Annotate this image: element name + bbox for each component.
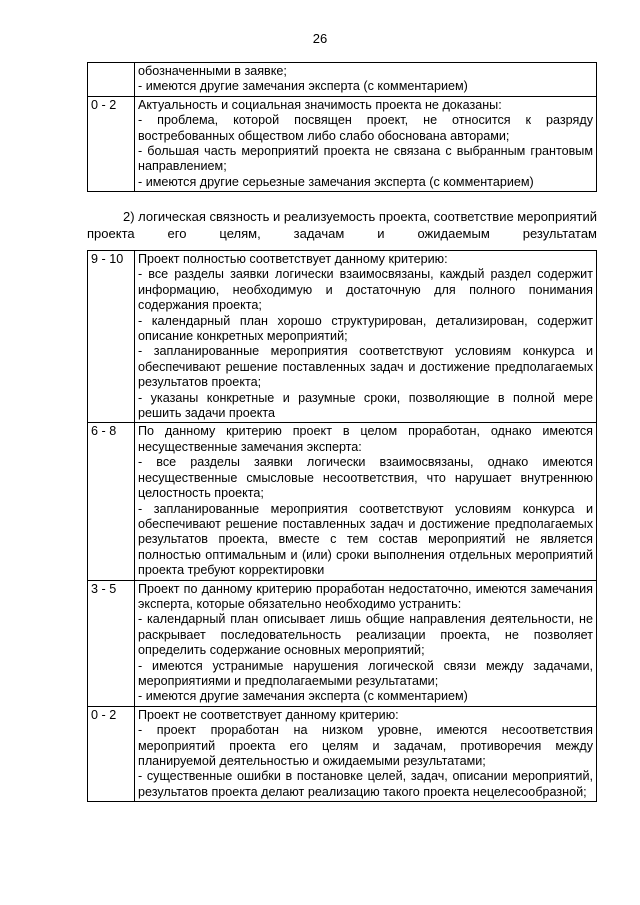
- description-line: - запланированные мероприятия соответствуют условиям конкурса и обеспечивают решение поставленных задач и достижение предполагаемых результатов проекта;: [138, 344, 593, 390]
- score-cell: 9 - 10: [88, 251, 135, 423]
- description-line: - имеются другие замечания эксперта (с комментарием): [138, 689, 468, 704]
- description-line: Актуальность и социальная значимость проекта не доказаны:: [138, 97, 502, 112]
- score-cell: 0 - 2: [88, 96, 135, 191]
- description-line: Проект по данному критерию проработан недостаточно, имеются замечания эксперта, которые обязательно необходимо устранить:: [138, 581, 593, 611]
- description-line: - имеются устранимые нарушения логической связи между задачами, мероприятиями и предполагаемыми результатами;: [138, 658, 593, 688]
- description-line: По данному критерию проект в целом проработан, однако имеются несущественные замечания эксперта:: [138, 424, 593, 454]
- description-line: - запланированные мероприятия соответствуют условиям конкурса и обеспечивают решение поставленных задач и достижение предполагаемых результатов проекта, вместе с тем состав мероприятий не является полностью оптимальным и (или) сроки выполнения отдельных мероприятий проекта требуют корректировки: [138, 501, 593, 578]
- description-line: - проблема, которой посвящен проект, не относится к разряду востребованных обществом либо слабо обоснована авторами;: [138, 113, 593, 143]
- description-line: - календарный план описывает лишь общие направления деятельности, не раскрывает последовательность реализации проекта, не позволяет определить содержание основных мероприятий;: [138, 612, 593, 658]
- description-cell: [135, 96, 597, 191]
- description-line: Проект не соответствует данному критерию:: [138, 707, 399, 722]
- table-row: [88, 580, 597, 706]
- description-line: - существенные ошибки в постановке целей, задач, описании мероприятий, результатов проекта делают реализацию такого проекта нецелесообразной;: [138, 769, 593, 799]
- description-cell: [135, 423, 597, 580]
- score-cell: 0 - 2: [88, 706, 135, 801]
- criteria-table-top: [87, 62, 597, 192]
- description-line: обозначенными в заявке;: [138, 64, 287, 78]
- table-row: [88, 706, 597, 801]
- table-row: [88, 96, 597, 191]
- description-line: - все разделы заявки логически взаимосвязаны, каждый раздел содержит информацию, необходимую и достаточную для полного понимания содержания проекта;: [138, 267, 593, 313]
- score-cell: 3 - 5: [88, 580, 135, 706]
- description-line: - календарный план хорошо структурирован, детализирован, содержит описание конкретных мероприятий;: [138, 313, 593, 344]
- score-cell: [88, 63, 135, 97]
- score-cell: 6 - 8: [88, 423, 135, 580]
- section-heading: [87, 208, 597, 242]
- description-line: Проект полностью соответствует данному критерию:: [138, 252, 448, 266]
- table-row: [88, 251, 597, 423]
- description-line: - большая часть мероприятий проекта не связана с выбранным грантовым направлением;: [138, 144, 593, 174]
- table-row: [88, 63, 597, 97]
- description-line: - указаны конкретные и разумные сроки, позволяющие в полной мере решить задачи проекта: [138, 390, 593, 421]
- description-line: - все разделы заявки логически взаимосвязаны, однако имеются несущественные смысловые несоответствия, что нарушает внутреннюю целостность проекта;: [138, 455, 593, 501]
- description-cell: [135, 63, 597, 97]
- description-line: - имеются другие замечания эксперта (с комментарием): [138, 79, 468, 94]
- page-number: 26: [312, 31, 328, 46]
- description-line: - имеются другие серьезные замечания эксперта (с комментарием): [138, 174, 534, 189]
- description-cell: [135, 706, 597, 801]
- description-line: - проект проработан на низком уровне, имеются несоответствия мероприятий проекта его целям и задачам, противоречия между планируемой деятельностью и ожидаемыми результатами;: [138, 723, 593, 768]
- table-row: [88, 423, 597, 580]
- criteria-table-main: [87, 250, 597, 802]
- section-heading-text: 2) логическая связность и реализуемость проекта, соответствие мероприятий проекта его целям, задачам и ожидаемым результатам: [87, 209, 597, 241]
- description-cell: [135, 580, 597, 706]
- description-cell: [135, 251, 597, 423]
